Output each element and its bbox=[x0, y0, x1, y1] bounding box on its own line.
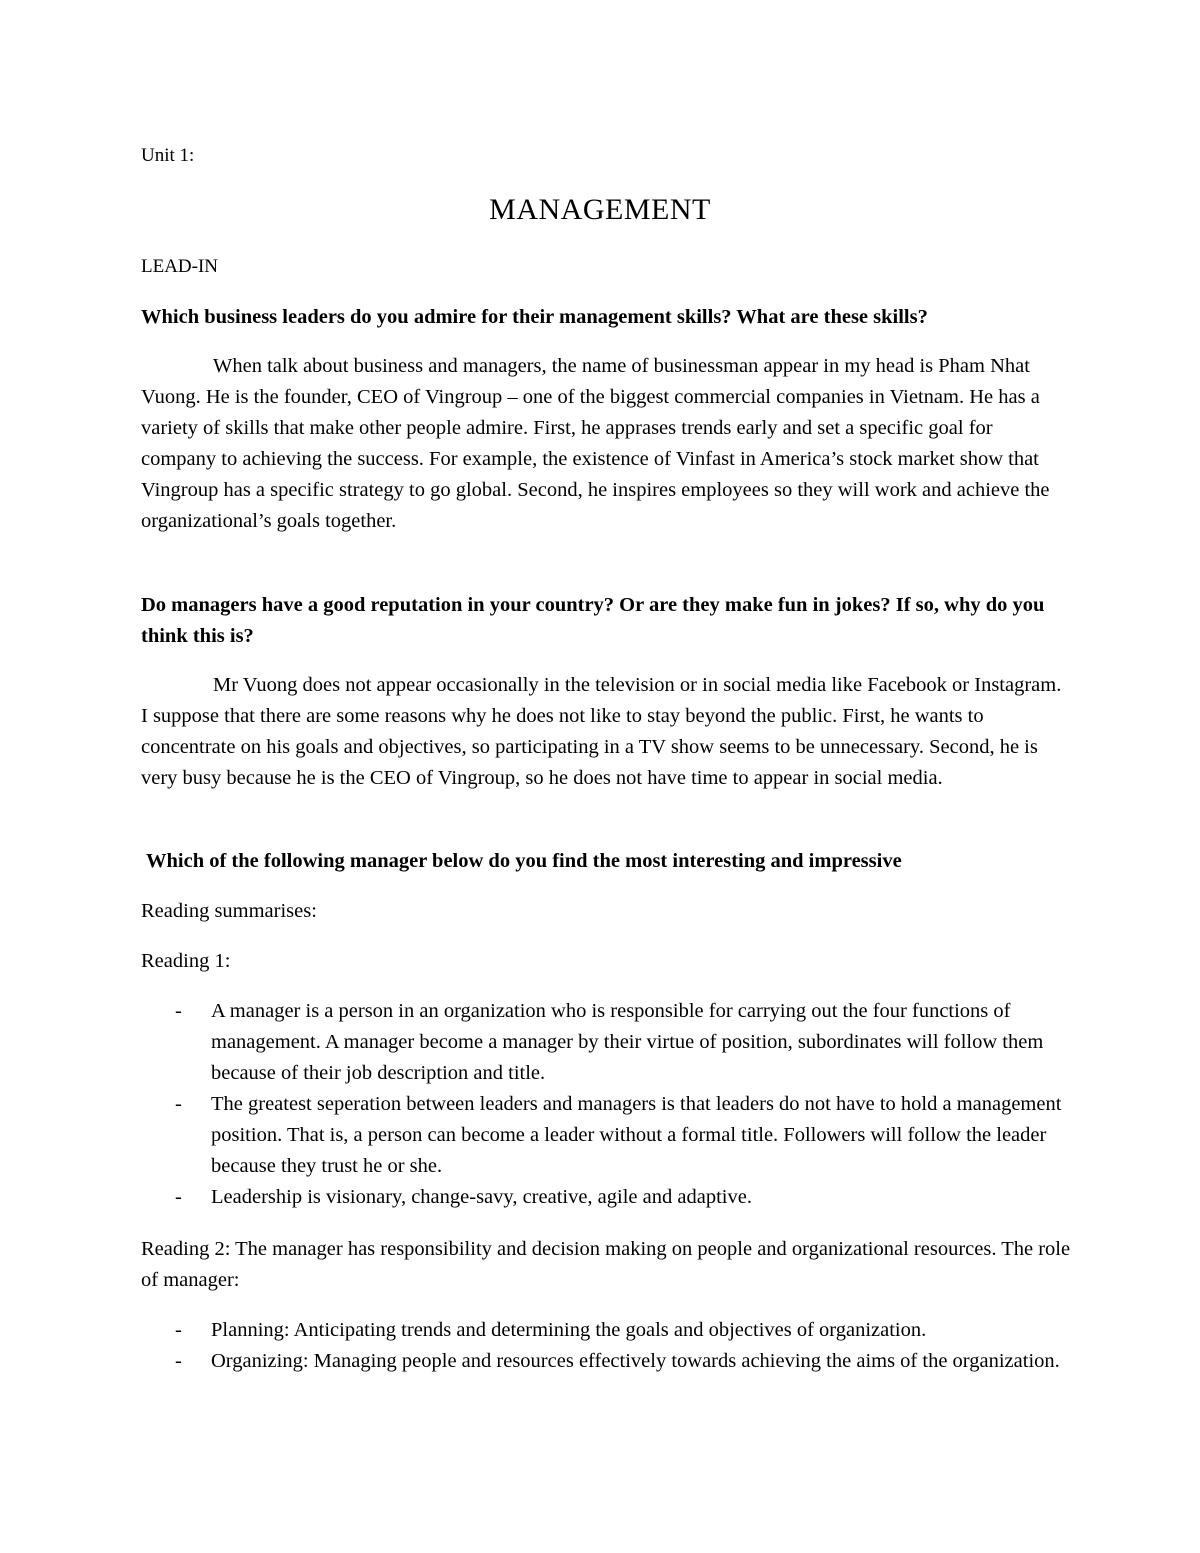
list-item bbox=[141, 1182, 1071, 1213]
reading-2-list bbox=[141, 1315, 1071, 1377]
question-1: Which business leaders do you admire for their management skills? What are these skills? bbox=[141, 306, 928, 328]
list-item-text: The greatest seperation between leaders and managers is that leaders do not have to hold a management position. That is, a person can become a leader without a formal title. Followers will follow the leader because they trust he or she. bbox=[211, 1093, 1062, 1177]
bullet-dash: - bbox=[175, 1350, 182, 1372]
answer-1: When talk about business and managers, the name of businessman appear in my head is Pham Nhat Vuong. He is the founder, CEO of Vingroup – one of the biggest commercial companies in Vietnam. He has a variety of skills that make other people admire. First, he apprases trends early and set a specific goal for company to achieving the success. For example, the existence of Vinfast in America’s stock market show that Vingroup has a specific strategy to go global. Second, he inspires employees so they will work and achieve the organizational’s goals together. bbox=[141, 355, 1050, 532]
list-item bbox=[141, 1089, 1071, 1182]
bullet-dash: - bbox=[175, 1186, 182, 1208]
question-3: Which of the following manager below do you find the most interesting and impressive bbox=[146, 850, 902, 872]
bullet-dash: - bbox=[175, 1093, 182, 1115]
list-item-text: Organizing: Managing people and resources effectively towards achieving the aims of the organization. bbox=[211, 1350, 1060, 1372]
page-title: MANAGEMENT bbox=[489, 193, 711, 226]
list-item-text: Planning: Anticipating trends and determining the goals and objectives of organization. bbox=[211, 1319, 927, 1341]
bullet-dash: - bbox=[175, 1000, 182, 1022]
list-item-text: A manager is a person in an organization who is responsible for carrying out the four functions of management. A manager become a manager by their virtue of position, subordinates will follow them because of their job description and title. bbox=[211, 1000, 1044, 1084]
list-item bbox=[141, 1346, 1071, 1377]
reading-summaries-label: Reading summarises: bbox=[141, 900, 317, 922]
reading-1-list bbox=[141, 996, 1071, 1213]
reading-2-intro: Reading 2: The manager has responsibility and decision making on people and organizational resources. The role of manager: bbox=[141, 1238, 1071, 1291]
answer-2: Mr Vuong does not appear occasionally in the television or in social media like Facebook or Instagram. I suppose that there are some reasons why he does not like to stay beyond the public. First, he wants to concentrate on his goals and objectives, so participating in a TV show seems to be unnecessary. Second, he is very busy because he is the CEO of Vingroup, so he does not have time to appear in social media. bbox=[141, 674, 1062, 789]
list-item bbox=[141, 996, 1071, 1089]
reading-1-label: Reading 1: bbox=[141, 950, 231, 972]
lead-in-heading: LEAD-IN bbox=[141, 256, 219, 277]
list-item-text: Leadership is visionary, change-savy, creative, agile and adaptive. bbox=[211, 1186, 752, 1208]
bullet-dash: - bbox=[175, 1319, 182, 1341]
list-item bbox=[141, 1315, 1071, 1346]
question-2: Do managers have a good reputation in your country? Or are they make fun in jokes? If so, why do you think this is? bbox=[141, 594, 1045, 647]
unit-label: Unit 1: bbox=[141, 145, 195, 166]
